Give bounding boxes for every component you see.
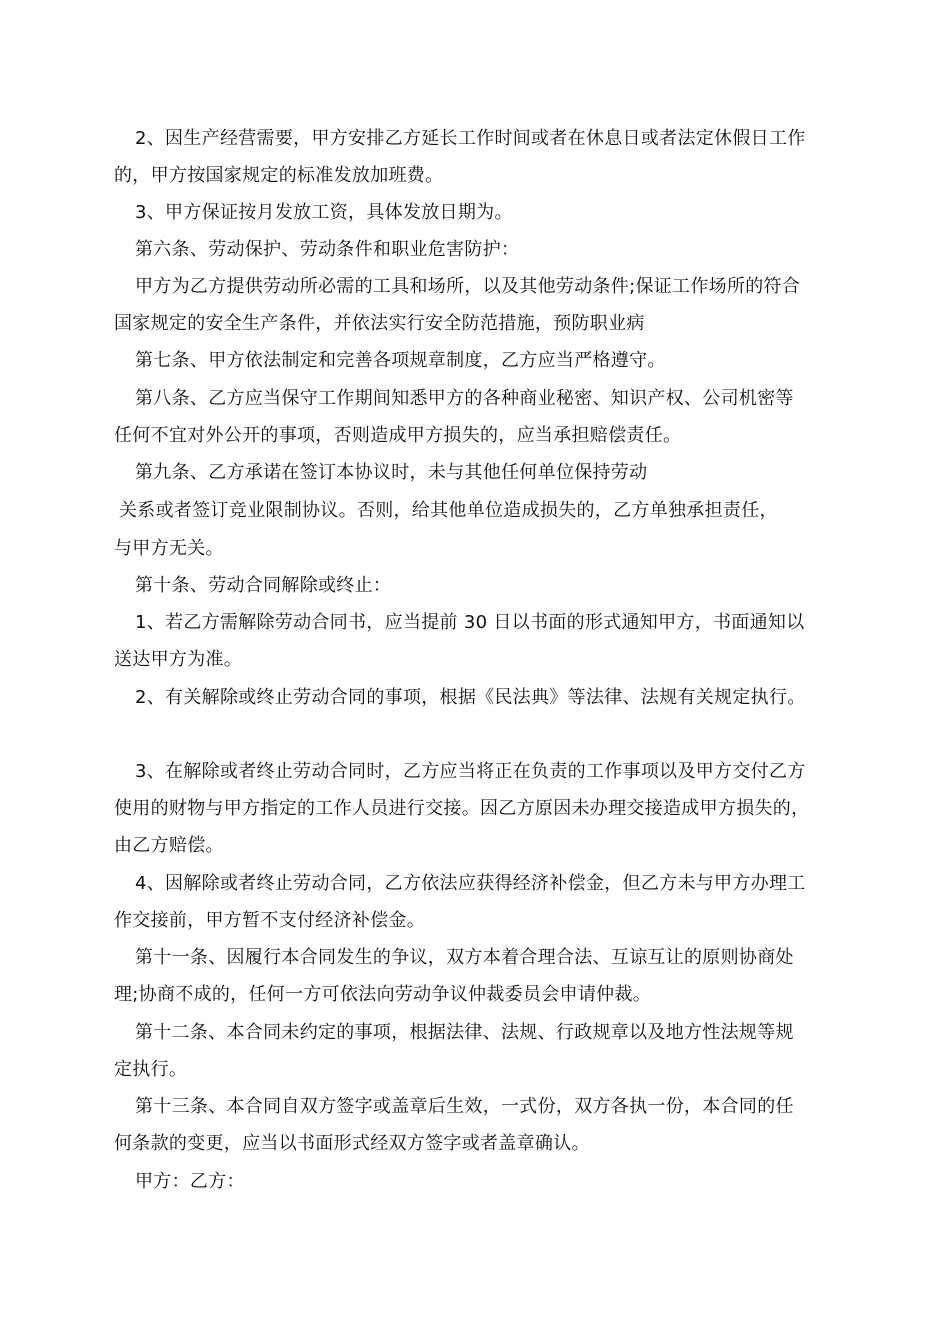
text-line: 2、因生产经营需要，甲方安排乙方延长工作时间或者在休息日或者法定休假日工作 bbox=[135, 128, 806, 149]
text-line: 第十条、劳动合同解除或终止： bbox=[135, 575, 392, 596]
text-line: 国家规定的安全生产条件，并依法实行安全防范措施，预防职业病 bbox=[114, 313, 645, 334]
text-line: 与甲方无关。 bbox=[114, 538, 224, 559]
text-line: 由乙方赔偿。 bbox=[114, 835, 224, 856]
text-line: 第十二条、本合同未约定的事项，根据法律、法规、行政规章以及地方性法规等规 bbox=[135, 1022, 794, 1043]
text-line: 任何不宜对外公开的事项，否则造成甲方损失的，应当承担赔偿责任。 bbox=[114, 425, 682, 446]
text-line: 送达甲方为准。 bbox=[114, 649, 243, 670]
text-line: 的，甲方按国家规定的标准发放加班费。 bbox=[114, 165, 444, 186]
text-line: 关系或者签订竞业限制协议。否则，给其他单位造成损失的，乙方单独承担责任， bbox=[119, 500, 778, 521]
text-line: 2、有关解除或终止劳动合同的事项，根据《民法典》等法律、法规有关规定执行。 bbox=[135, 687, 806, 708]
text-line: 1、若乙方需解除劳动合同书，应当提前 30 日以书面的形式通知甲方，书面通知以 bbox=[135, 612, 805, 633]
text-line: 甲方为乙方提供劳动所必需的工具和场所，以及其他劳动条件;保证工作场所的符合 bbox=[135, 276, 801, 297]
text-line: 第十三条、本合同自双方签字或盖章后生效，一式份，双方各执一份，本合同的任 bbox=[135, 1096, 794, 1117]
text-line: 第七条、甲方依法制定和完善各项规章制度，乙方应当严格遵守。 bbox=[135, 350, 666, 371]
text-line: 使用的财物与甲方指定的工作人员进行交接。因乙方原因未办理交接造成甲方损失的， bbox=[114, 798, 810, 819]
text-line: 4、因解除或者终止劳动合同，乙方依法应获得经济补偿金，但乙方未与甲方办理工 bbox=[135, 873, 806, 894]
text-line: 第十一条、因履行本合同发生的争议，双方本着合理合法、互谅互让的原则协商处 bbox=[135, 947, 794, 968]
signature-line: 甲方：乙方： bbox=[135, 1171, 245, 1192]
text-line: 3、甲方保证按月发放工资，具体发放日期为。 bbox=[135, 202, 513, 223]
text-line: 理;协商不成的，任何一方可依法向劳动争议仲裁委员会申请仲裁。 bbox=[114, 984, 652, 1005]
text-line: 作交接前，甲方暂不支付经济补偿金。 bbox=[114, 910, 426, 931]
text-line: 定执行。 bbox=[114, 1059, 188, 1080]
text-line: 3、在解除或者终止劳动合同时，乙方应当将正在负责的工作事项以及甲方交付乙方 bbox=[135, 761, 806, 782]
text-line: 第九条、乙方承诺在签订本协议时，未与其他任何单位保持劳动 bbox=[135, 462, 648, 483]
text-line: 第八条、乙方应当保守工作期间知悉甲方的各种商业秘密、知识产权、公司机密等 bbox=[135, 388, 794, 409]
text-line: 何条款的变更，应当以书面形式经双方签字或者盖章确认。 bbox=[114, 1133, 590, 1154]
text-line: 第六条、劳动保护、劳动条件和职业危害防护： bbox=[135, 239, 520, 260]
